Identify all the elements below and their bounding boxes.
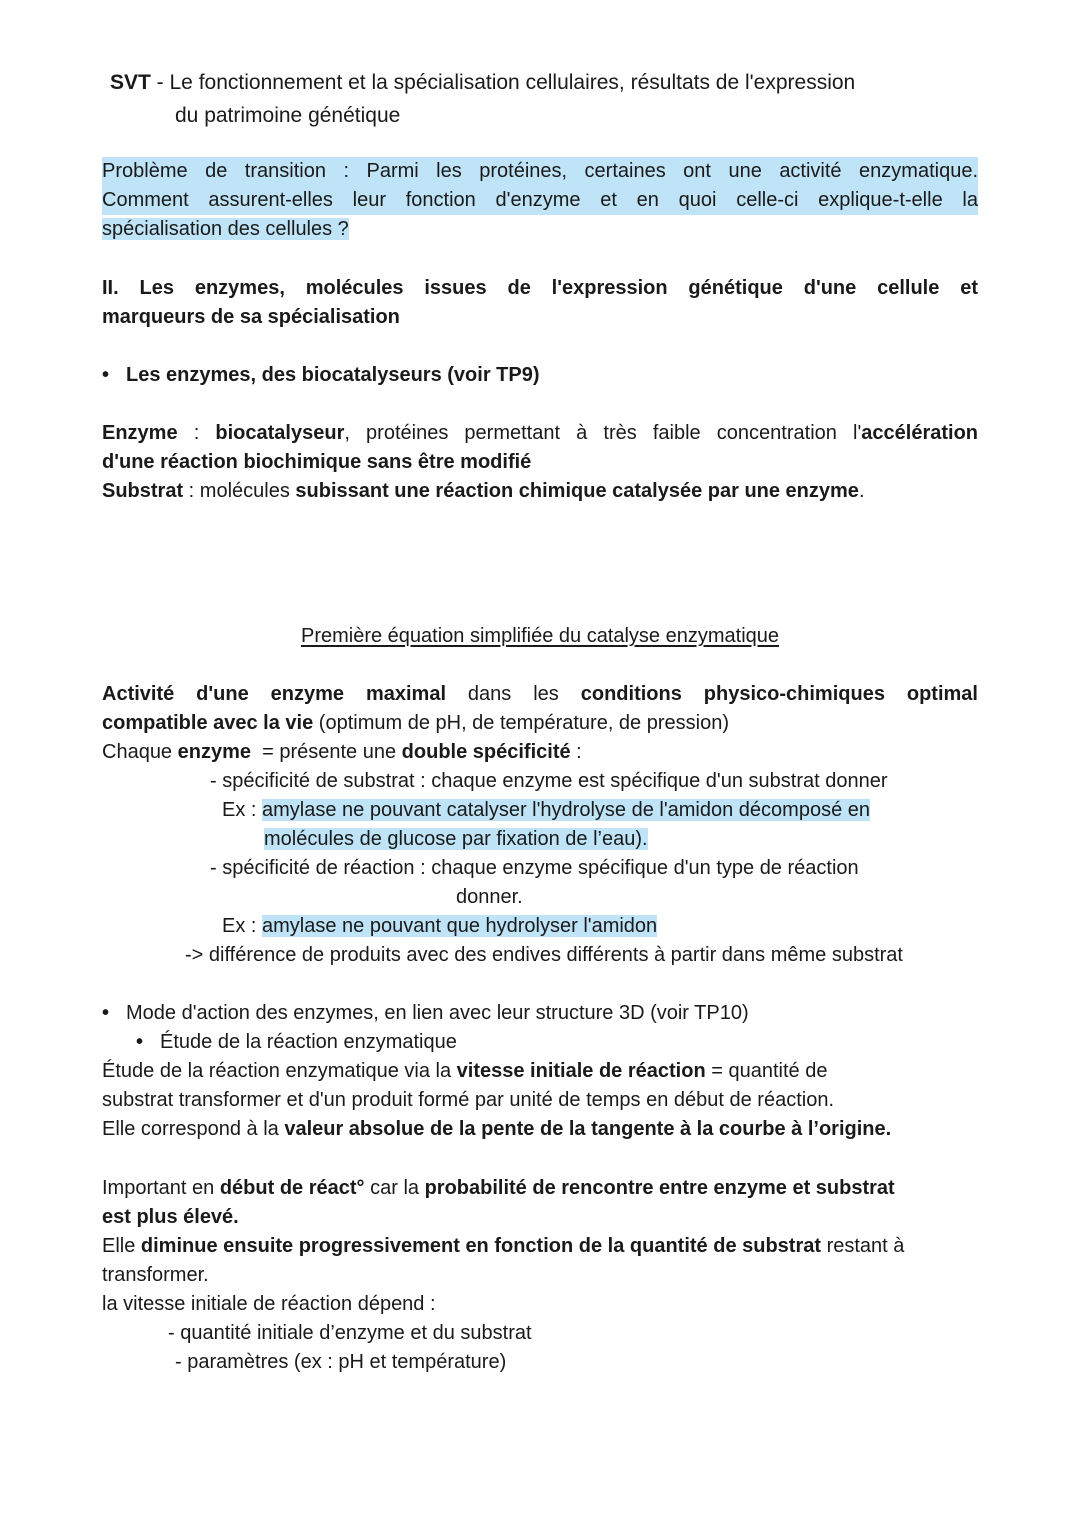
important-line-5: la vitesse initiale de réaction dépend : <box>102 1293 436 1315</box>
important-block <box>102 1174 978 1319</box>
activity-line-3 <box>102 738 978 767</box>
section-2-heading <box>102 274 978 332</box>
example-1-line-1 <box>222 796 870 825</box>
activity-line-2 <box>102 709 978 738</box>
text: : <box>570 741 582 763</box>
definition-end: . <box>858 480 865 502</box>
dependency-item-2: - paramètres (ex : pH et température) <box>175 1351 507 1373</box>
example-1-text: amylase ne pouvant catalyser l'hydrolyse de l'amidon décomposé en <box>262 799 870 821</box>
header-title-line1: - Le fonctionnement et la spécialisation cellulaires, résultats de l'expression <box>150 71 856 94</box>
definition-text: : molécules <box>183 480 296 502</box>
definitions <box>102 419 978 506</box>
bold-text: Activité d'une enzyme maximal <box>102 683 446 705</box>
biocatalyseur-term: biocatalyseur <box>215 422 345 444</box>
bold-text: début de réact° <box>219 1177 365 1199</box>
separator: : <box>177 422 216 444</box>
subbullet-etude <box>136 1028 457 1057</box>
important-line-3 <box>102 1232 978 1261</box>
bullet-marker: • <box>102 364 110 386</box>
bullet-marker: • <box>102 1002 110 1024</box>
substrat-definition <box>102 477 978 506</box>
bullet-biocatalyseurs <box>102 361 540 390</box>
bold-text: valeur absolue de la pente de la tangente à la courbe à l’origine. <box>284 1118 892 1140</box>
subject-label: SVT <box>110 71 151 94</box>
text: Important en <box>102 1177 220 1199</box>
study-line-2: substrat transformer et d'un produit formé par unité de temps en début de réaction. <box>102 1089 835 1111</box>
text: = quantité de <box>705 1060 828 1082</box>
bold-text: diminue ensuite progressivement en fonction de la quantité de substrat <box>140 1235 822 1257</box>
text: Chaque <box>102 741 178 763</box>
spec-substrat: - spécificité de substrat : chaque enzyme est spécifique d'un substrat donner <box>210 770 888 792</box>
problem-line-3: spécialisation des cellules ? <box>102 218 349 240</box>
text: restant à <box>821 1235 905 1257</box>
bullet-text: Les enzymes, des biocatalyseurs (voir TP9) <box>126 364 540 386</box>
text: (optimum de pH, de température, de pression) <box>313 712 729 734</box>
section-2-line-2: marqueurs de sa spécialisation <box>102 306 400 328</box>
enzyme-definition-line-2: d'une réaction biochimique sans être modifié <box>102 451 532 473</box>
substrat-bold-text: subissant une réaction chimique catalysée par une enzyme <box>295 480 859 502</box>
example-label: Ex : <box>222 799 263 821</box>
bold-text: double spécificité <box>401 741 571 763</box>
bold-text: enzyme <box>177 741 251 763</box>
transition-problem <box>102 157 978 244</box>
spec-reaction-line-1: - spécificité de réaction : chaque enzyme spécifique d'un type de réaction <box>210 857 859 879</box>
bold-text: conditions physico-chimiques optimal <box>580 683 978 705</box>
study-line-3 <box>102 1115 978 1144</box>
acceleration-term: accélération <box>861 422 979 444</box>
spec-reaction-line-2: donner. <box>456 886 523 908</box>
important-line-2: est plus élevé. <box>102 1206 239 1228</box>
example-1-line-2 <box>264 825 648 854</box>
bullet-marker: • <box>136 1031 144 1053</box>
equation-title: Première équation simplifiée du catalyse enzymatique <box>300 625 780 647</box>
substrat-term: Substrat <box>102 480 184 502</box>
bullet-mode-action <box>102 999 749 1028</box>
activity-block <box>102 680 978 767</box>
example-2-text: amylase ne pouvant que hydrolyser l'amidon <box>262 915 658 937</box>
important-line-1 <box>102 1174 978 1203</box>
bullet-text: Mode d'action des enzymes, en lien avec leur structure 3D (voir TP10) <box>126 1002 749 1024</box>
enzyme-term: Enzyme <box>102 422 178 444</box>
problem-line-2: Comment assurent-elles leur fonction d'enzyme et en quoi celle-ci explique-t-elle la <box>102 186 978 215</box>
arrow-conclusion: -> différence de produits avec des endives différents à partir dans même substrat <box>185 944 903 966</box>
text: car la <box>364 1177 425 1199</box>
bold-text: compatible avec la vie <box>102 712 314 734</box>
important-line-4: transformer. <box>102 1264 209 1286</box>
dependency-item-1: - quantité initiale d’enzyme et du substrat <box>168 1322 532 1344</box>
bold-text: vitesse initiale de réaction <box>456 1060 706 1082</box>
study-line-1 <box>102 1057 978 1086</box>
bullet-text: Étude de la réaction enzymatique <box>160 1031 457 1053</box>
text: Étude de la réaction enzymatique via la <box>102 1060 457 1082</box>
activity-line-1 <box>102 680 978 709</box>
document-header <box>110 66 1010 132</box>
problem-line-1: Problème de transition : Parmi les protéines, certaines ont une activité enzymatique. <box>102 157 978 186</box>
example-1-text: molécules de glucose par fixation de l’eau). <box>264 828 648 850</box>
text: dans les <box>446 683 581 705</box>
text: Elle correspond à la <box>102 1118 285 1140</box>
study-block <box>102 1057 978 1144</box>
example-label: Ex : <box>222 915 263 937</box>
enzyme-definition-line-1 <box>102 419 978 448</box>
section-2-line-1: II. Les enzymes, molécules issues de l'expression génétique d'une cellule et <box>102 277 978 299</box>
definition-text: , protéines permettant à très faible concentration l' <box>344 422 862 444</box>
text: = présente une <box>251 741 402 763</box>
text: Elle <box>102 1235 141 1257</box>
example-2 <box>222 912 657 941</box>
bold-text: probabilité de rencontre entre enzyme et substrat <box>424 1177 895 1199</box>
header-title-line2: du patrimoine génétique <box>175 104 401 127</box>
